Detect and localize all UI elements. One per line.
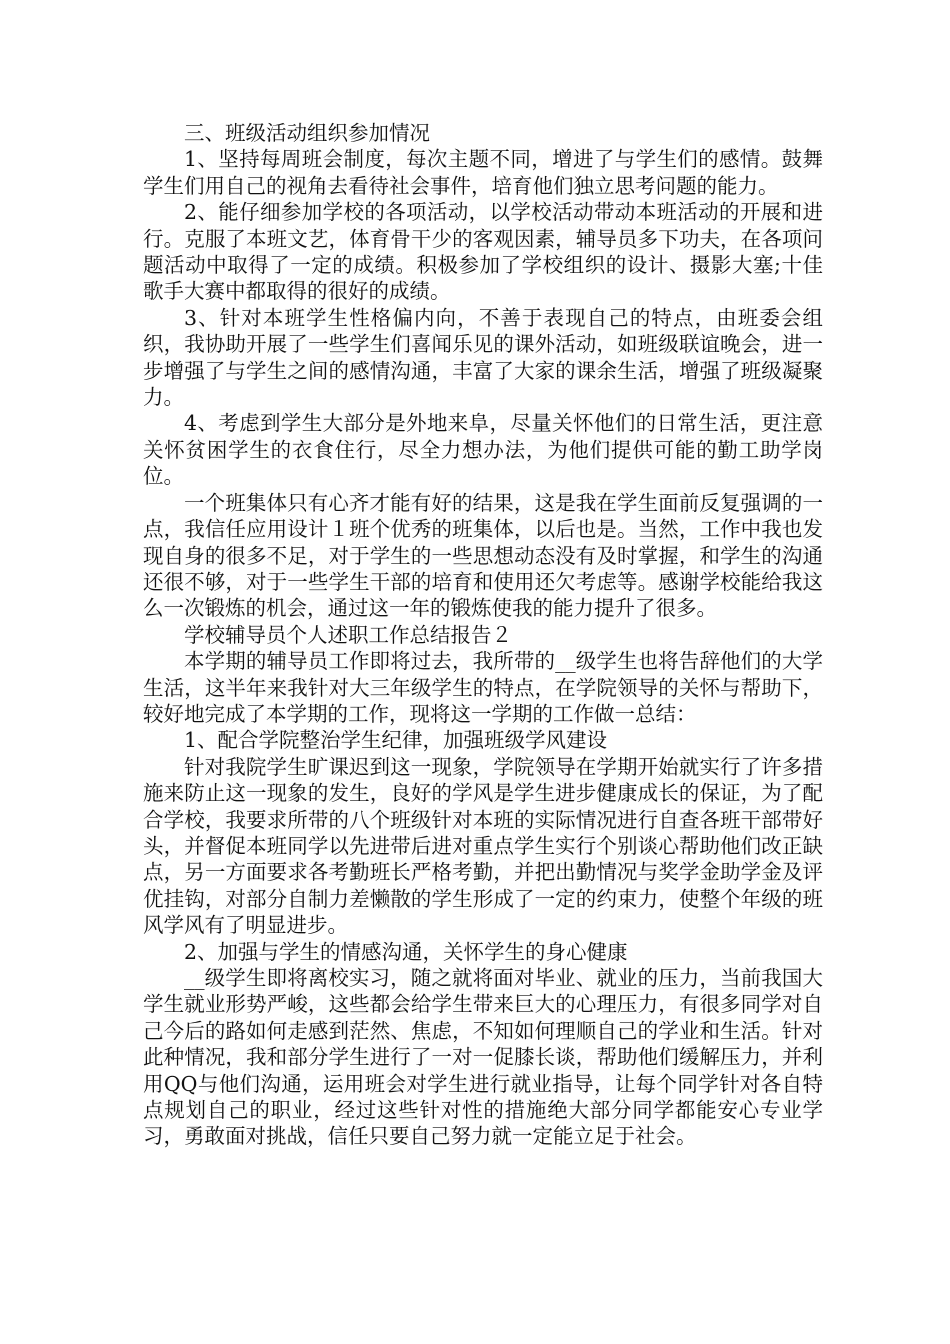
paragraph-school-activities: 2、能仔细参加学校的各项活动，以学校活动带动本班活动的开展和进行。克服了本班文艺，体育骨干少的客观因素，辅导员多下功夫，在各项问题活动中取得了一定的成绩。积极参加了学校组织的设计、摄影大塞;十佳歌手大赛中都取得的很好的成绩。 — [143, 200, 823, 304]
report-title-2: 学校辅导员个人述职工作总结报告２ — [184, 622, 512, 647]
paragraph-weekly-class-meeting: 1、坚持每周班会制度，每次主题不同，增进了与学生们的感情。鼓舞学生们用自己的视角去看待社会事件，培育他们独立思考问题的能力。 — [143, 147, 823, 198]
subheading-emotional-communication: 2、加强与学生的情感沟通，关怀学生的身心健康 — [184, 939, 628, 964]
paragraph-class-collective: 一个班集体只有心齐才能有好的结果，这是我在学生面前反复强调的一点，我信任应用设计１班个优秀的班集体，以后也是。当然，工作中我也发现自身的很多不足，对于学生的一些思想动态没有及时掌握，和学生的沟通还很不够，对于一些学生干部的培育和使用还欠考虑等。感谢学校能给我这么一次锻炼的机会，通过这一年的锻炼使我的能力提升了很多。 — [143, 490, 823, 621]
document-body — [143, 120, 823, 1150]
paragraph-employment-pressure: __级学生即将离校实习，随之就将面对毕业、就业的压力，当前我国大学生就业形势严峻，这些都会给学生带来巨大的心理压力，有很多同学对自己今后的路如何走感到茫然、焦虑，不知如何理顺自己的学业和生活。针对此种情况，我和部分学生进行了一对一促膝长谈，帮助他们缓解压力，并利用QQ与他们沟通，运用班会对学生进行就业指导，让每个同学针对各自特点规划自己的职业，经过这些针对性的措施绝大部分同学都能安心专业学习，勇敢面对挑战，信任只要自己努力就一定能立足于社会。 — [143, 966, 823, 1149]
subheading-discipline-study-style: 1、配合学院整治学生纪律，加强班级学风建设 — [184, 728, 608, 753]
paragraph-semester-intro: 本学期的辅导员工作即将过去，我所带的__级学生也将告辞他们的大学生活，这半年来我针对大三年级学生的特点，在学院领导的关怀与帮助下，较好地完成了本学期的工作，现将这一学期的工作做一总结： — [143, 649, 823, 726]
paragraph-attendance-measures: 针对我院学生旷课迟到这一现象，学院领导在学期开始就实行了许多措施来防止这一现象的发生，良好的学风是学生进步健康成长的保证，为了配合学校，我要求所带的八个班级针对本班的实际情况进行自查各班干部带好头，并督促本班同学以先进带后进对重点学生实行个别谈心帮助他们改正缺点，另一方面要求各考勤班长严格考勤，并把出勤情况与奖学金助学金及评优挂钩，对部分自制力差懒散的学生形成了一定的约束力，使整个年级的班风学风有了明显进步。 — [143, 754, 823, 938]
paragraph-extracurricular-activities: 3、针对本班学生性格偏内向，不善于表现自己的特点，由班委会组织，我协助开展了一些学生们喜闻乐见的课外活动，如班级联谊晚会，进一步增强了与学生之间的感情沟通，丰富了大家的课余生活，增强了班级凝聚力。 — [143, 305, 823, 410]
paragraph-student-care: 4、考虑到学生大部分是外地来阜，尽量关怀他们的日常生活，更注意关怀贫困学生的衣食住行，尽全力想办法，为他们提供可能的勤工助学岗位。 — [143, 411, 823, 489]
section-heading-class-activities: 三、班级活动组织参加情况 — [184, 121, 430, 145]
